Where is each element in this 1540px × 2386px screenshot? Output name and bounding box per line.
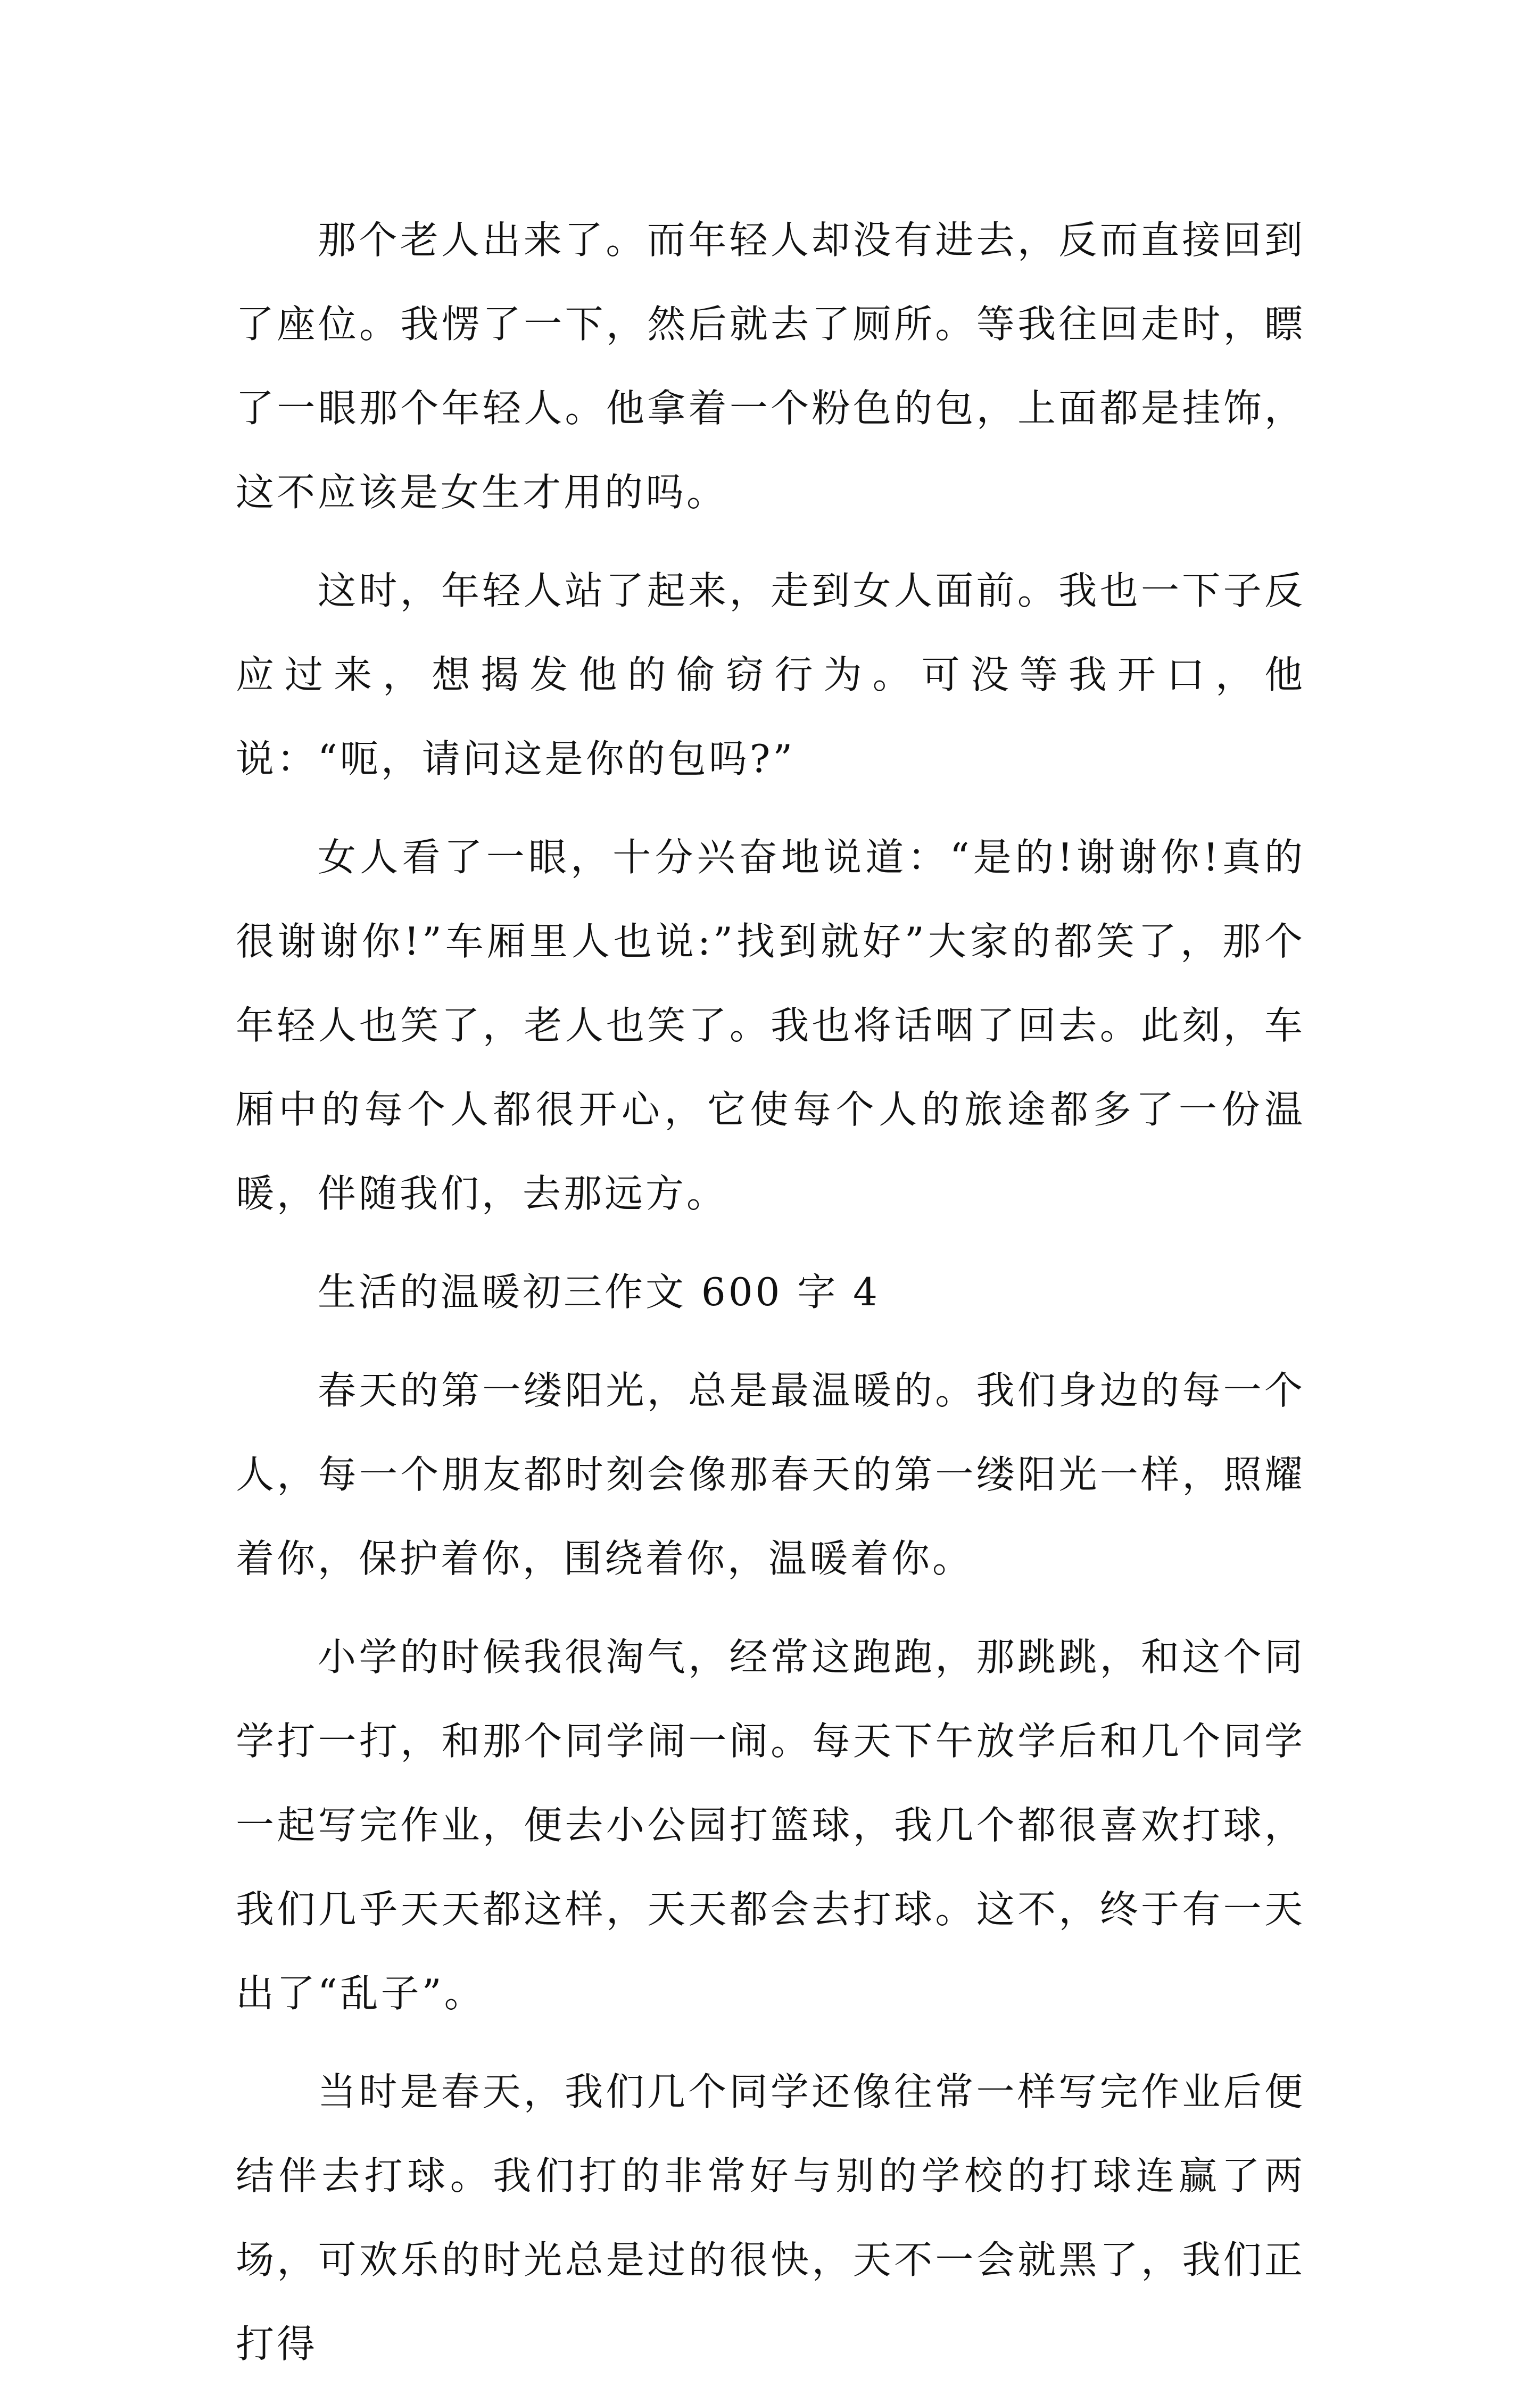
paragraph: 女人看了一眼，十分兴奋地说道：“是的!谢谢你!真的很谢谢你!”车厢里人也说:”找到就好”大家的都笑了，那个年轻人也笑了，老人也笑了。我也将话咽了回去。此刻，车厢中的每个人都很开心，它使每个人的旅途都多了一份温暖，伴随我们，去那远方。 — [236, 835, 1305, 1216]
paragraph: 那个老人出来了。而年轻人却没有进去，反而直接回到了座位。我愣了一下，然后就去了厕所。等我往回走时，瞟了一眼那个年轻人。他拿着一个粉色的包，上面都是挂饰，这不应该是女生才用的吗。 — [236, 218, 1305, 515]
essay-heading: 生活的温暖初三作文 600 字 4 — [318, 1270, 880, 1314]
paragraph: 这时，年轻人站了起来，走到女人面前。我也一下子反应过来，想揭发他的偷窃行为。可没等我开口，他说：“呃，请问这是你的包吗?” — [236, 568, 1305, 781]
paragraph: 当时是春天，我们几个同学还像往常一样写完作业后便结伴去打球。我们打的非常好与别的学校的打球连赢了两场，可欢乐的时光总是过的很快，天不一会就黑了，我们正打得 — [236, 2069, 1305, 2366]
essay-body — [236, 198, 1305, 2386]
paragraph: 春天的第一缕阳光，总是最温暖的。我们身边的每一个人，每一个朋友都时刻会像那春天的第一缕阳光一样，照耀着你，保护着你，围绕着你，温暖着你。 — [236, 1368, 1305, 1581]
paragraph: 小学的时候我很淘气，经常这跑跑，那跳跳，和这个同学打一打，和那个同学闹一闹。每天下午放学后和几个同学一起写完作业，便去小公园打篮球，我几个都很喜欢打球，我们几乎天天都这样，天天都会去打球。这不，终于有一天出了“乱子”。 — [236, 1635, 1305, 2016]
